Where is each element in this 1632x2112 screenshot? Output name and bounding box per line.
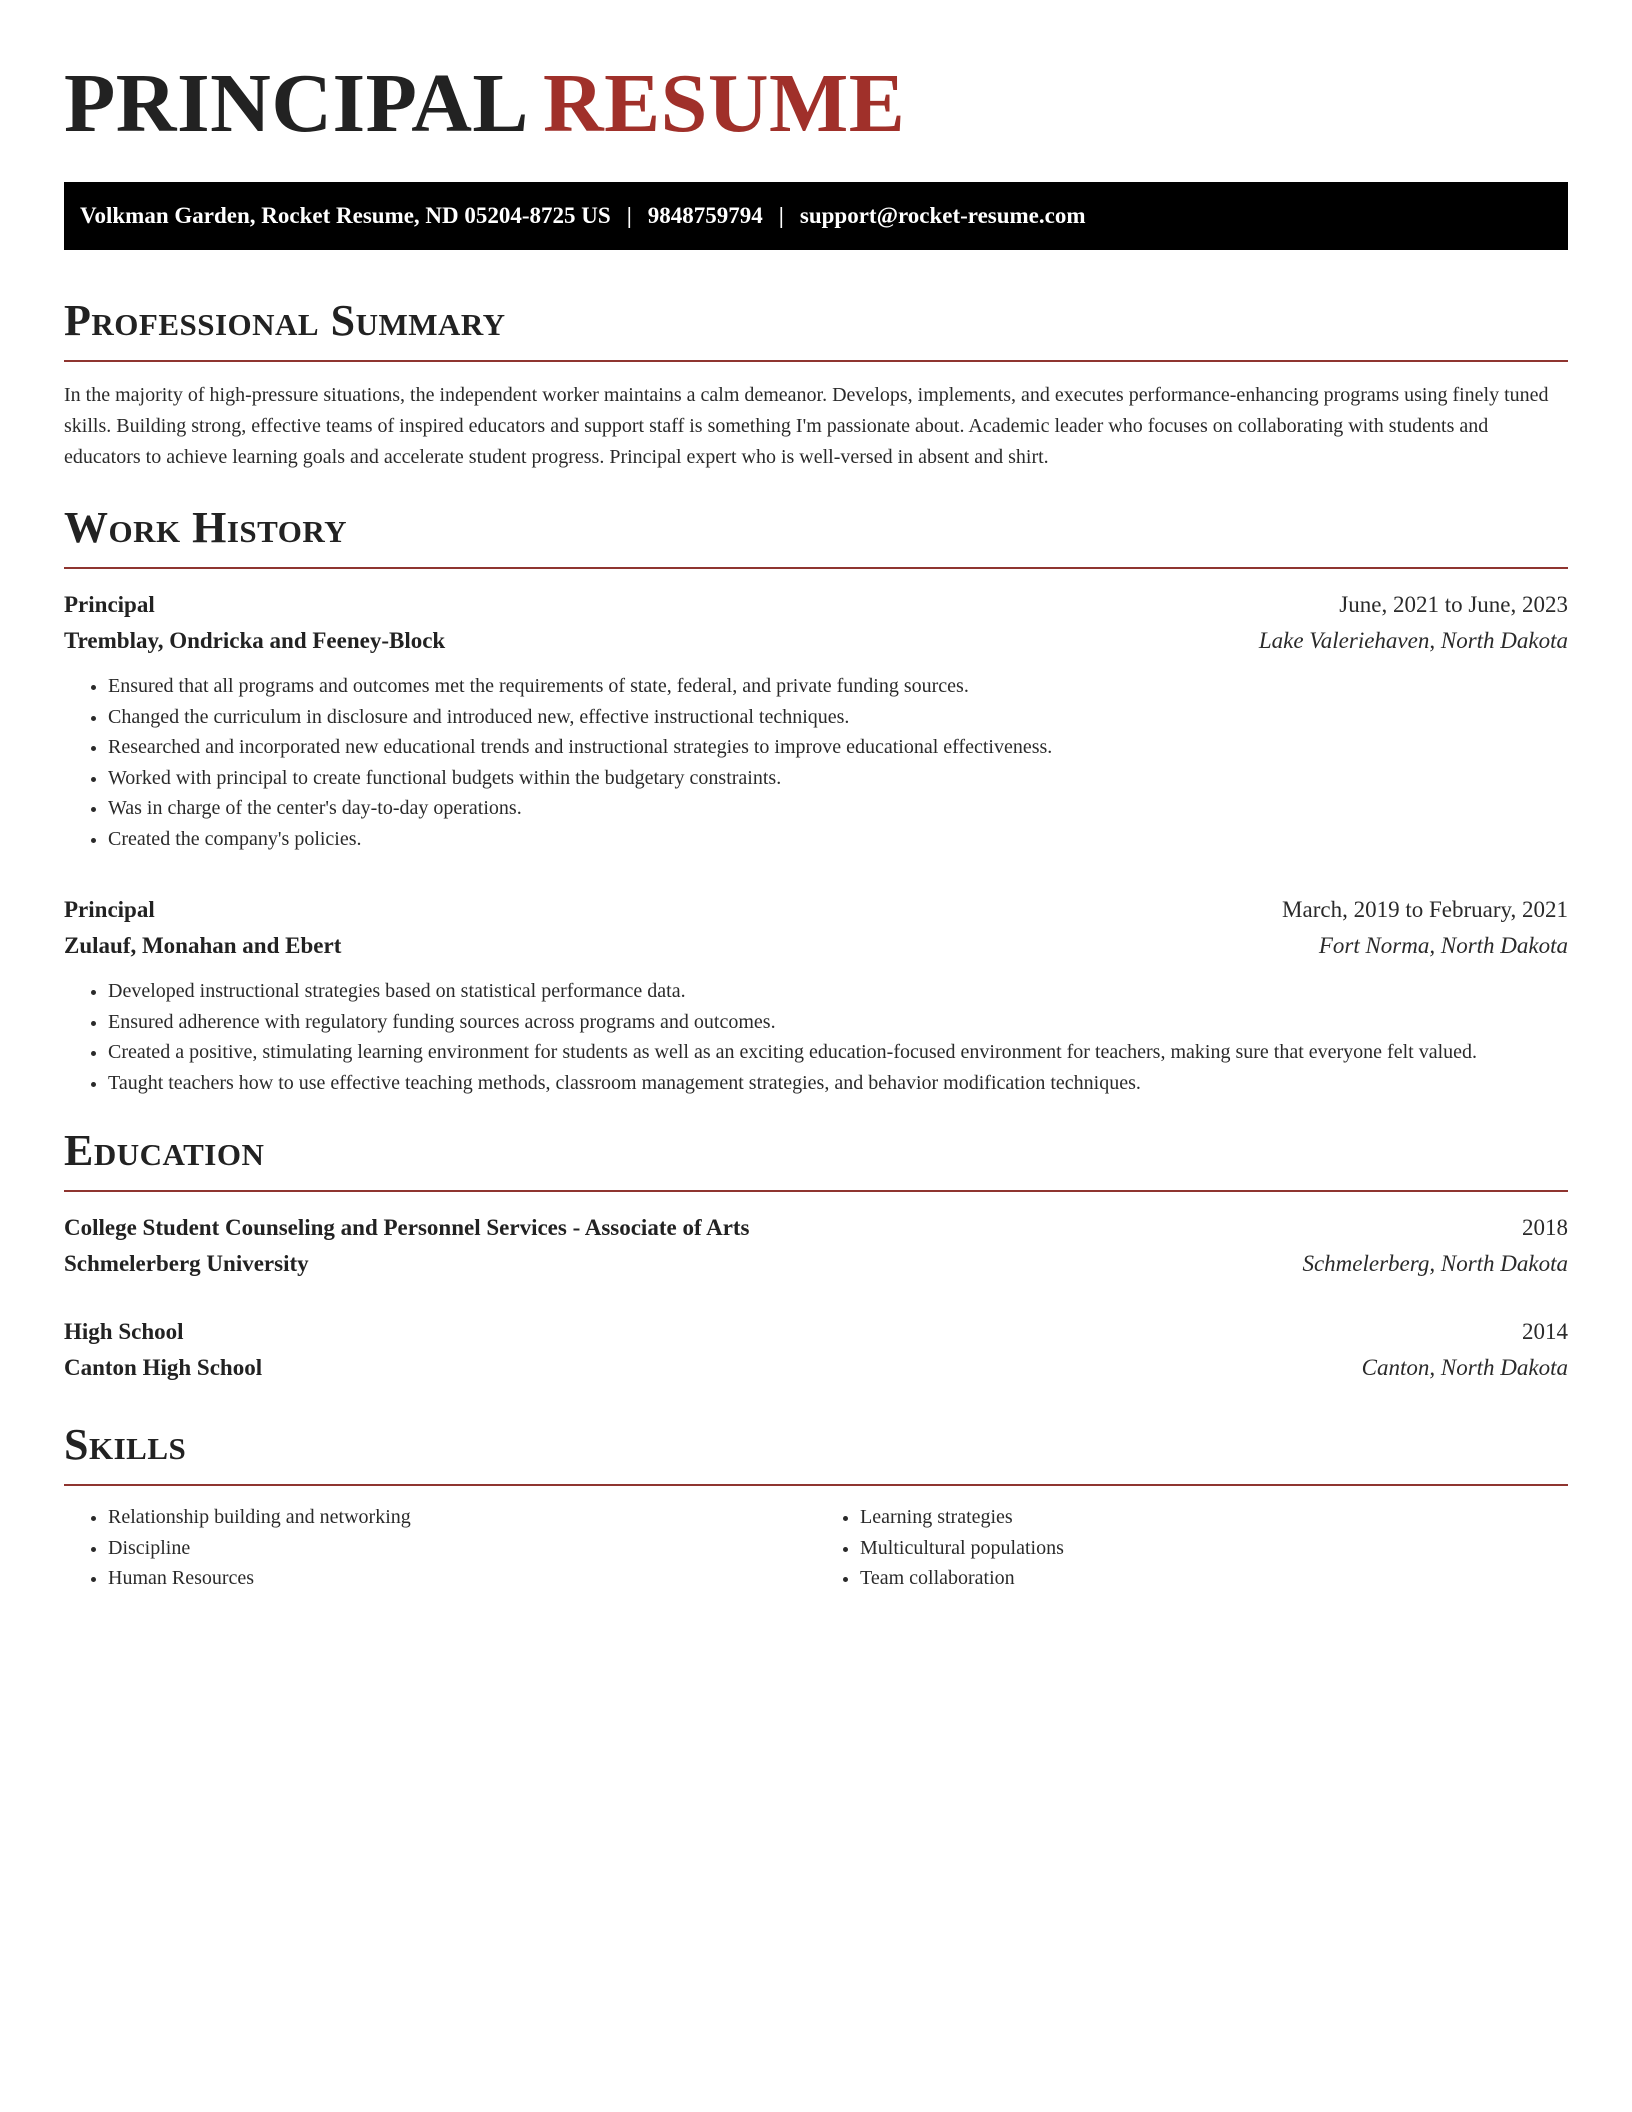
contact-email: support@rocket-resume.com: [799, 203, 1086, 228]
section-title: Professional Summary: [64, 296, 506, 345]
job-entry: [64, 587, 1568, 854]
school-location: Canton, North Dakota: [1361, 1355, 1568, 1380]
skills-list-left: [64, 1502, 816, 1594]
job-position: Principal: [64, 897, 155, 922]
list-item: • Created a positive, stimulating learning environment for students as well as an exciting education-focused environment for teachers, making sure that everyone felt valued.: [108, 1037, 1568, 1068]
job-position: Principal: [64, 592, 155, 617]
section-title: Skills: [64, 1420, 187, 1469]
professional-summary-section: [64, 294, 1568, 473]
summary-text: In the majority of high-pressure situations, the independent worker maintains a calm demeanor. Develops, implements, and executes performance-enhancing programs using finely tuned skills. Building strong, effective teams of inspired educators and support staff is something I'm passionate about. Academic leader who focuses on collaborating with students and educators to achieve learning goals and accelerate student progress. Principal expert who is well-versed in absent and shirt.: [64, 384, 1549, 468]
list-item: • Developed instructional strategies based on statistical performance data.: [108, 976, 1568, 1007]
contact-phone: 9848759794: [647, 203, 763, 228]
job-entry: [64, 892, 1568, 1098]
skill-item: • Discipline: [108, 1533, 816, 1564]
list-item: • Created the company's policies.: [108, 824, 1568, 855]
resume-name: [64, 58, 1568, 150]
job-location: Fort Norma, North Dakota: [1318, 933, 1568, 958]
job-title-row: [64, 892, 1568, 928]
degree-name: High School: [64, 1319, 184, 1344]
list-item: • Researched and incorporated new educational trends and instructional strategies to improve educational effectiveness.: [108, 732, 1568, 763]
skills-grid: [64, 1502, 1568, 1594]
section-divider: [64, 1484, 1568, 1486]
graduation-year: 2018: [1522, 1215, 1568, 1240]
job-duties-list: [64, 976, 1568, 1098]
skill-item: • Multicultural populations: [860, 1533, 1568, 1564]
skill-item: • Relationship building and networking: [108, 1502, 816, 1533]
section-title: Work History: [64, 503, 348, 552]
degree-name: College Student Counseling and Personnel Services - Associate of Arts: [64, 1215, 750, 1240]
job-dates: June, 2021 to June, 2023: [1339, 592, 1568, 617]
section-title: Education: [64, 1126, 265, 1175]
job-title-row: [64, 587, 1568, 623]
section-divider: [64, 567, 1568, 569]
last-name: RESUME: [542, 57, 906, 150]
list-item: • Ensured adherence with regulatory funding sources across programs and outcomes.: [108, 1007, 1568, 1038]
degree-row: [64, 1314, 1568, 1350]
graduation-year: 2014: [1522, 1319, 1568, 1344]
skills-list-right: [816, 1502, 1568, 1594]
skills-section: [64, 1418, 1568, 1594]
contact-address: Volkman Garden, Rocket Resume, ND 05204-8725 US: [80, 203, 611, 228]
job-company-row: [64, 623, 1568, 659]
list-item: • Changed the curriculum in disclosure and introduced new, effective instructional techniques.: [108, 702, 1568, 733]
job-company-row: [64, 928, 1568, 964]
contact-bar: [64, 182, 1568, 250]
school-name: Canton High School: [64, 1355, 263, 1380]
list-item: • Taught teachers how to use effective teaching methods, classroom management strategies, and behavior modification techniques.: [108, 1068, 1568, 1099]
job-dates: March, 2019 to February, 2021: [1282, 897, 1568, 922]
job-duties-list: [64, 671, 1568, 854]
education-entry: [64, 1314, 1568, 1386]
list-item: • Worked with principal to create functional budgets within the budgetary constraints.: [108, 763, 1568, 794]
work-history-section: [64, 501, 1568, 1098]
job-company: Zulauf, Monahan and Ebert: [64, 933, 342, 958]
school-location: Schmelerberg, North Dakota: [1302, 1251, 1568, 1276]
education-entry: [64, 1210, 1568, 1282]
school-row: [64, 1246, 1568, 1282]
skill-item: • Team collaboration: [860, 1563, 1568, 1594]
skill-item: • Human Resources: [108, 1563, 816, 1594]
section-divider: [64, 360, 1568, 362]
first-name: PRINCIPAL: [64, 57, 529, 150]
list-item: • Was in charge of the center's day-to-day operations.: [108, 793, 1568, 824]
job-location: Lake Valeriehaven, North Dakota: [1258, 628, 1568, 653]
list-item: • Ensured that all programs and outcomes met the requirements of state, federal, and private funding sources.: [108, 671, 1568, 702]
school-name: Schmelerberg University: [64, 1251, 309, 1276]
contact-separator: |: [778, 203, 784, 228]
school-row: [64, 1350, 1568, 1386]
education-section: [64, 1124, 1568, 1386]
job-company: Tremblay, Ondricka and Feeney-Block: [64, 628, 446, 653]
skill-item: • Learning strategies: [860, 1502, 1568, 1533]
contact-separator: |: [626, 203, 632, 228]
degree-row: [64, 1210, 1568, 1246]
section-divider: [64, 1190, 1568, 1192]
